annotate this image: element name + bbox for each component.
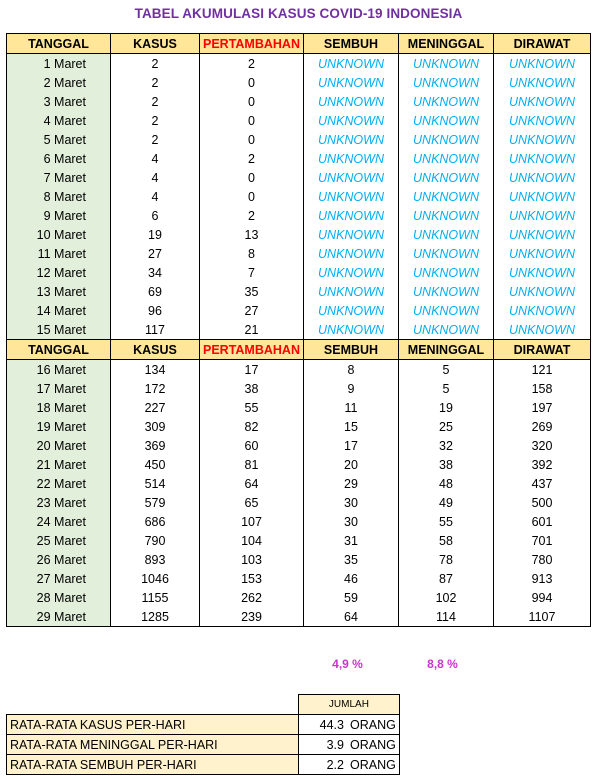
value-cell: 262 — [200, 588, 304, 607]
value-cell: 172 — [111, 379, 200, 398]
value-cell: UNKNOWN — [494, 320, 591, 340]
value-cell: 0 — [200, 73, 304, 92]
value-cell: 5 — [399, 379, 494, 398]
covid-table — [6, 33, 591, 627]
value-cell: UNKNOWN — [304, 92, 399, 111]
date-cell: 3 Maret — [7, 92, 111, 111]
summary-row — [7, 755, 400, 775]
value-cell: 514 — [111, 474, 200, 493]
value-cell: 153 — [200, 569, 304, 588]
table-row — [7, 168, 591, 187]
summary-value: 44.3 — [319, 717, 344, 732]
date-cell: 16 Maret — [7, 360, 111, 380]
date-cell: 7 Maret — [7, 168, 111, 187]
date-cell: 14 Maret — [7, 301, 111, 320]
page-title: TABEL AKUMULASI KASUS COVID-19 INDONESIA — [134, 6, 463, 21]
value-cell: 114 — [399, 607, 494, 627]
value-cell: 2 — [200, 54, 304, 74]
summary-label: RATA-RATA MENINGGAL PER-HARI — [7, 735, 299, 755]
value-cell: 38 — [200, 379, 304, 398]
date-cell: 25 Maret — [7, 531, 111, 550]
value-cell: UNKNOWN — [399, 54, 494, 74]
column-header: SEMBUH — [304, 34, 399, 54]
value-cell: 2 — [111, 92, 200, 111]
value-cell: UNKNOWN — [304, 168, 399, 187]
value-cell: 8 — [304, 360, 399, 380]
value-cell: 686 — [111, 512, 200, 531]
value-cell: UNKNOWN — [494, 187, 591, 206]
table-row — [7, 263, 591, 282]
value-cell: UNKNOWN — [494, 130, 591, 149]
date-cell: 10 Maret — [7, 225, 111, 244]
value-cell: 2 — [111, 54, 200, 74]
value-cell: 34 — [111, 263, 200, 282]
column-header: KASUS — [111, 340, 200, 360]
date-cell: 15 Maret — [7, 320, 111, 340]
table-row — [7, 111, 591, 130]
value-cell: 7 — [200, 263, 304, 282]
value-cell: 32 — [399, 436, 494, 455]
column-header: SEMBUH — [304, 340, 399, 360]
value-cell: UNKNOWN — [494, 263, 591, 282]
value-cell: UNKNOWN — [304, 187, 399, 206]
column-header: DIRAWAT — [494, 34, 591, 54]
date-cell: 13 Maret — [7, 282, 111, 301]
value-cell: 17 — [200, 360, 304, 380]
value-cell: UNKNOWN — [494, 111, 591, 130]
date-cell: 9 Maret — [7, 206, 111, 225]
value-cell: UNKNOWN — [399, 111, 494, 130]
value-cell: 450 — [111, 455, 200, 474]
value-cell: 11 — [304, 398, 399, 417]
date-cell: 8 Maret — [7, 187, 111, 206]
date-cell: 21 Maret — [7, 455, 111, 474]
value-cell: 58 — [399, 531, 494, 550]
value-cell: 1107 — [494, 607, 591, 627]
value-cell: 87 — [399, 569, 494, 588]
date-cell: 5 Maret — [7, 130, 111, 149]
value-cell: 197 — [494, 398, 591, 417]
table-row — [7, 417, 591, 436]
table-row — [7, 550, 591, 569]
value-cell: 27 — [111, 244, 200, 263]
value-cell: UNKNOWN — [399, 168, 494, 187]
value-cell: 227 — [111, 398, 200, 417]
value-cell: 60 — [200, 436, 304, 455]
date-cell: 6 Maret — [7, 149, 111, 168]
column-header: TANGGAL — [7, 34, 111, 54]
value-cell: 780 — [494, 550, 591, 569]
value-cell: UNKNOWN — [494, 54, 591, 74]
table-row — [7, 301, 591, 320]
date-cell: 12 Maret — [7, 263, 111, 282]
value-cell: UNKNOWN — [399, 187, 494, 206]
summary-label: RATA-RATA KASUS PER-HARI — [7, 715, 299, 735]
value-cell: UNKNOWN — [304, 320, 399, 340]
column-header: PERTAMBAHAN — [200, 340, 304, 360]
table-row — [7, 436, 591, 455]
summary-unit: ORANG — [350, 737, 396, 752]
table-row — [7, 149, 591, 168]
value-cell: 601 — [494, 512, 591, 531]
value-cell: 269 — [494, 417, 591, 436]
value-cell: 19 — [111, 225, 200, 244]
value-cell: 5 — [399, 360, 494, 380]
summary-value: 3.9 — [326, 737, 344, 752]
value-cell: UNKNOWN — [494, 244, 591, 263]
value-cell: 49 — [399, 493, 494, 512]
value-cell: 64 — [200, 474, 304, 493]
value-cell: 0 — [200, 130, 304, 149]
table-row — [7, 588, 591, 607]
value-cell: 30 — [304, 493, 399, 512]
value-cell: 369 — [111, 436, 200, 455]
value-cell: 15 — [304, 417, 399, 436]
value-cell: UNKNOWN — [304, 301, 399, 320]
value-cell: 121 — [494, 360, 591, 380]
value-cell: 437 — [494, 474, 591, 493]
value-cell: UNKNOWN — [399, 225, 494, 244]
value-cell: 35 — [200, 282, 304, 301]
value-cell: 6 — [111, 206, 200, 225]
value-cell: 17 — [304, 436, 399, 455]
date-cell: 2 Maret — [7, 73, 111, 92]
value-cell: UNKNOWN — [304, 225, 399, 244]
summary-row — [7, 735, 400, 755]
summary-value-cell — [299, 755, 400, 775]
value-cell: 9 — [304, 379, 399, 398]
value-cell: 46 — [304, 569, 399, 588]
table-row — [7, 455, 591, 474]
value-cell: 392 — [494, 455, 591, 474]
summary-unit: ORANG — [350, 717, 396, 732]
value-cell: 701 — [494, 531, 591, 550]
value-cell: 25 — [399, 417, 494, 436]
table-row — [7, 54, 591, 74]
value-cell: UNKNOWN — [399, 130, 494, 149]
value-cell: 81 — [200, 455, 304, 474]
value-cell: UNKNOWN — [494, 168, 591, 187]
table-row — [7, 206, 591, 225]
value-cell: 134 — [111, 360, 200, 380]
table-header-row — [7, 340, 591, 360]
column-header: KASUS — [111, 34, 200, 54]
column-header: DIRAWAT — [494, 340, 591, 360]
value-cell: UNKNOWN — [494, 225, 591, 244]
value-cell: 38 — [399, 455, 494, 474]
value-cell: 78 — [399, 550, 494, 569]
value-cell: UNKNOWN — [304, 263, 399, 282]
value-cell: UNKNOWN — [399, 206, 494, 225]
table-row — [7, 474, 591, 493]
table-row — [7, 73, 591, 92]
table-row — [7, 282, 591, 301]
value-cell: 2 — [200, 149, 304, 168]
value-cell: UNKNOWN — [399, 301, 494, 320]
summary-value-cell — [299, 735, 400, 755]
value-cell: 0 — [200, 92, 304, 111]
value-cell: 31 — [304, 531, 399, 550]
value-cell: 103 — [200, 550, 304, 569]
table-row — [7, 398, 591, 417]
value-cell: 96 — [111, 301, 200, 320]
value-cell: UNKNOWN — [494, 301, 591, 320]
table-row — [7, 187, 591, 206]
summary-header: JUMLAH — [299, 695, 400, 715]
value-cell: 65 — [200, 493, 304, 512]
date-cell: 4 Maret — [7, 111, 111, 130]
summary-value: 2.2 — [326, 757, 344, 772]
table-row — [7, 225, 591, 244]
value-cell: UNKNOWN — [399, 263, 494, 282]
value-cell: 35 — [304, 550, 399, 569]
date-cell: 22 Maret — [7, 474, 111, 493]
value-cell: UNKNOWN — [399, 282, 494, 301]
date-cell: 29 Maret — [7, 607, 111, 627]
date-cell: 23 Maret — [7, 493, 111, 512]
value-cell: 309 — [111, 417, 200, 436]
value-cell: 790 — [111, 531, 200, 550]
summary-row — [7, 715, 400, 735]
value-cell: UNKNOWN — [494, 73, 591, 92]
table-row — [7, 320, 591, 340]
summary-unit: ORANG — [350, 757, 396, 772]
value-cell: 4 — [111, 187, 200, 206]
column-header: PERTAMBAHAN — [200, 34, 304, 54]
value-cell: 8 — [200, 244, 304, 263]
table-row — [7, 569, 591, 588]
value-cell: 59 — [304, 588, 399, 607]
table-row — [7, 130, 591, 149]
value-cell: 20 — [304, 455, 399, 474]
value-cell: 21 — [200, 320, 304, 340]
value-cell: 27 — [200, 301, 304, 320]
value-cell: 0 — [200, 187, 304, 206]
table-row — [7, 531, 591, 550]
value-cell: 320 — [494, 436, 591, 455]
date-cell: 19 Maret — [7, 417, 111, 436]
date-cell: 1 Maret — [7, 54, 111, 74]
value-cell: UNKNOWN — [304, 73, 399, 92]
column-header: TANGGAL — [7, 340, 111, 360]
value-cell: 107 — [200, 512, 304, 531]
summary-label: RATA-RATA SEMBUH PER-HARI — [7, 755, 299, 775]
value-cell: 69 — [111, 282, 200, 301]
value-cell: 4 — [111, 149, 200, 168]
value-cell: 117 — [111, 320, 200, 340]
summary-blank-cell — [7, 695, 299, 715]
value-cell: 4 — [111, 168, 200, 187]
value-cell: 2 — [111, 111, 200, 130]
value-cell: 0 — [200, 168, 304, 187]
date-cell: 20 Maret — [7, 436, 111, 455]
date-cell: 26 Maret — [7, 550, 111, 569]
value-cell: UNKNOWN — [399, 149, 494, 168]
value-cell: UNKNOWN — [304, 244, 399, 263]
date-cell: 27 Maret — [7, 569, 111, 588]
date-cell: 11 Maret — [7, 244, 111, 263]
summary-value-cell — [299, 715, 400, 735]
percent-sembuh: 4,9 % — [332, 657, 363, 671]
value-cell: 48 — [399, 474, 494, 493]
column-header: MENINGGAL — [399, 340, 494, 360]
value-cell: 2 — [200, 206, 304, 225]
value-cell: UNKNOWN — [304, 149, 399, 168]
value-cell: UNKNOWN — [304, 282, 399, 301]
value-cell: UNKNOWN — [304, 130, 399, 149]
date-cell: 18 Maret — [7, 398, 111, 417]
value-cell: 29 — [304, 474, 399, 493]
value-cell: 13 — [200, 225, 304, 244]
value-cell: 30 — [304, 512, 399, 531]
summary-table-body — [7, 695, 400, 775]
value-cell: UNKNOWN — [494, 282, 591, 301]
value-cell: 1046 — [111, 569, 200, 588]
table-row — [7, 512, 591, 531]
value-cell: UNKNOWN — [304, 111, 399, 130]
value-cell: 104 — [200, 531, 304, 550]
value-cell: 2 — [111, 130, 200, 149]
value-cell: 55 — [200, 398, 304, 417]
table-header-row — [7, 34, 591, 54]
table-row — [7, 360, 591, 380]
value-cell: UNKNOWN — [399, 244, 494, 263]
value-cell: 893 — [111, 550, 200, 569]
value-cell: 579 — [111, 493, 200, 512]
value-cell: UNKNOWN — [304, 54, 399, 74]
value-cell: UNKNOWN — [494, 92, 591, 111]
date-cell: 24 Maret — [7, 512, 111, 531]
table-row — [7, 607, 591, 627]
value-cell: 19 — [399, 398, 494, 417]
value-cell: 64 — [304, 607, 399, 627]
summary-header-row — [7, 695, 400, 715]
value-cell: UNKNOWN — [399, 92, 494, 111]
table-row — [7, 92, 591, 111]
value-cell: UNKNOWN — [304, 206, 399, 225]
value-cell: 2 — [111, 73, 200, 92]
value-cell: UNKNOWN — [494, 149, 591, 168]
summary-table — [6, 694, 400, 775]
value-cell: 1285 — [111, 607, 200, 627]
covid-table-body — [7, 34, 591, 627]
value-cell: 1155 — [111, 588, 200, 607]
value-cell: 500 — [494, 493, 591, 512]
value-cell: UNKNOWN — [399, 320, 494, 340]
table-row — [7, 244, 591, 263]
table-row — [7, 379, 591, 398]
value-cell: 55 — [399, 512, 494, 531]
value-cell: UNKNOWN — [399, 73, 494, 92]
date-cell: 17 Maret — [7, 379, 111, 398]
percent-meninggal: 8,8 % — [427, 657, 458, 671]
value-cell: 82 — [200, 417, 304, 436]
value-cell: 102 — [399, 588, 494, 607]
value-cell: 913 — [494, 569, 591, 588]
value-cell: 0 — [200, 111, 304, 130]
table-row — [7, 493, 591, 512]
value-cell: 994 — [494, 588, 591, 607]
value-cell: 239 — [200, 607, 304, 627]
date-cell: 28 Maret — [7, 588, 111, 607]
column-header: MENINGGAL — [399, 34, 494, 54]
value-cell: UNKNOWN — [494, 206, 591, 225]
value-cell: 158 — [494, 379, 591, 398]
